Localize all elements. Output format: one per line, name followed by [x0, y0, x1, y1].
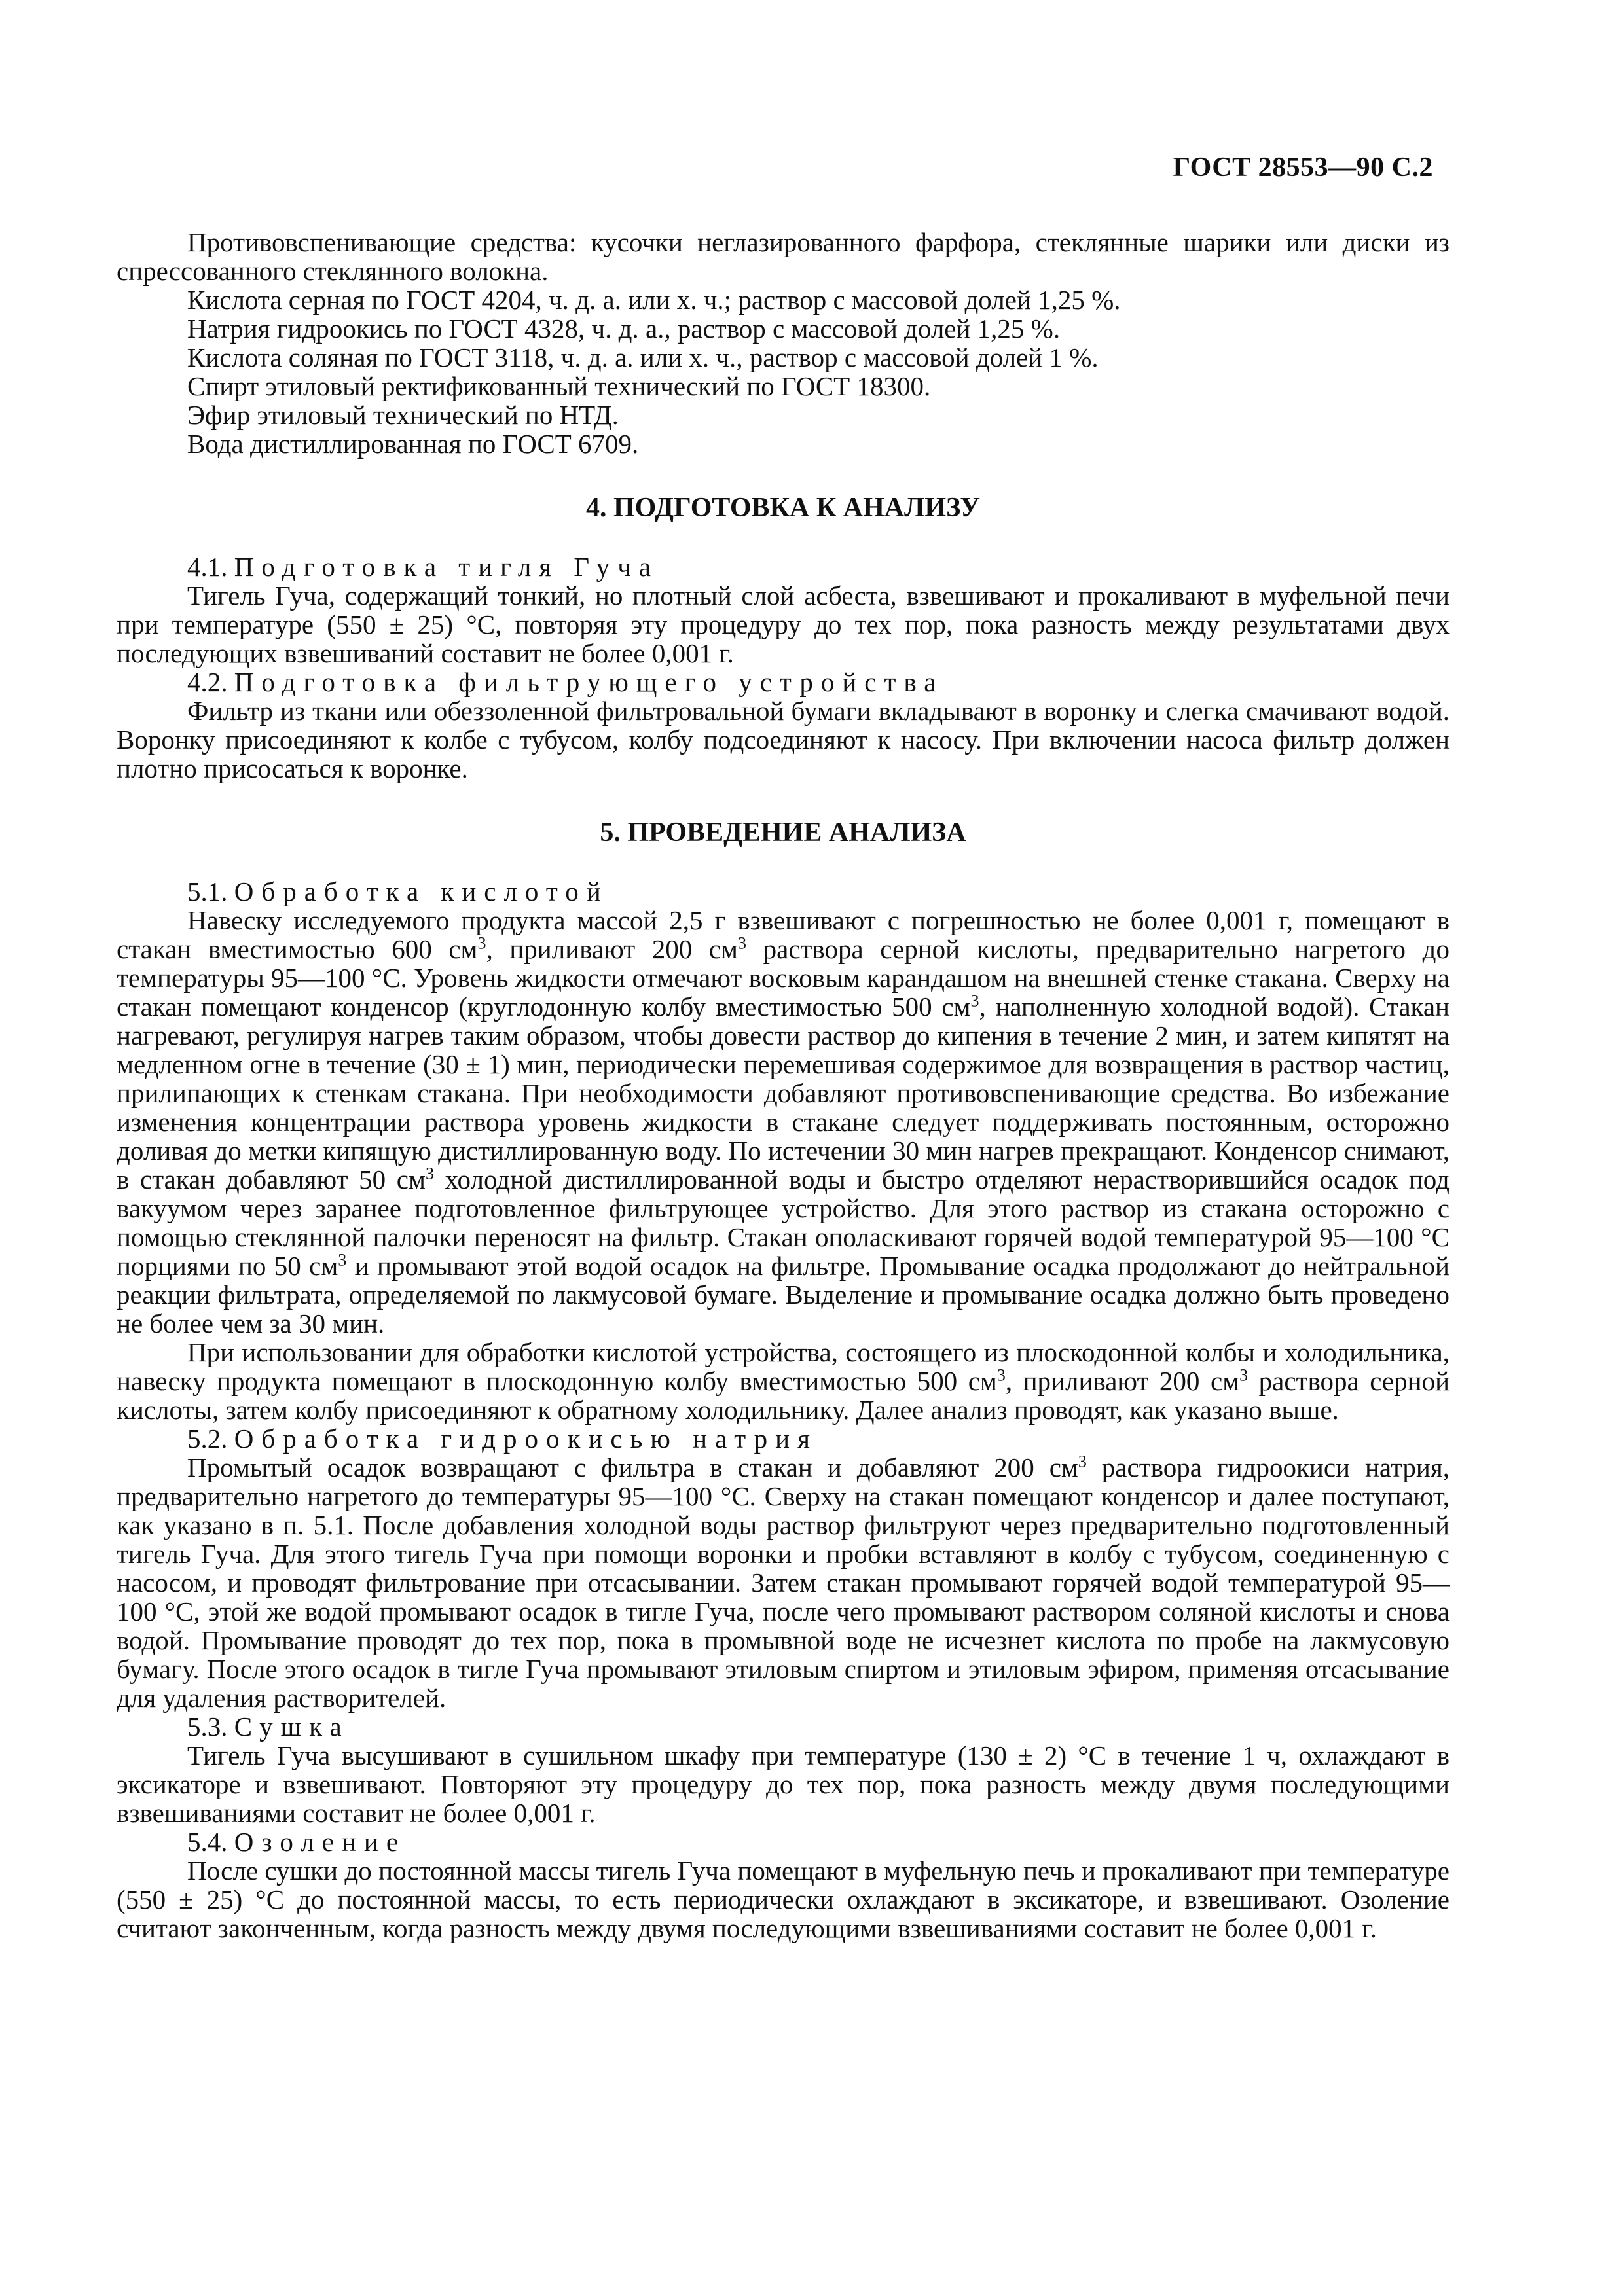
subsection-5-4-heading — [117, 1827, 1450, 1856]
superscript: 3 — [996, 1365, 1006, 1385]
subsection-title: Озоление — [234, 1827, 407, 1857]
superscript: 3 — [1239, 1365, 1249, 1385]
text-run: , приливают 200 см — [486, 934, 739, 964]
superscript: 3 — [425, 1164, 434, 1183]
subsection-number: 4.2. — [187, 667, 228, 697]
text-run: и промывают этой водой осадок на фильтре. Промывание осадка продолжают до нейтральной реакции фильтрата, определяемой по лакмусовой бумаге. Выделение и промывание осадка должно быть проведено не более чем за 30 мин. — [117, 1251, 1450, 1338]
section-5-title: 5. ПРОВЕДЕНИЕ АНАЛИЗА — [600, 817, 966, 848]
section-4-title: 4. ПОДГОТОВКА К АНАЛИЗУ — [585, 493, 981, 523]
superscript: 3 — [738, 933, 747, 953]
text-run: раствора серной кислоты, предварительно нагретого до температуры 95—100 °С. Уровень жидкости отмечают восковым карандашом на внешней стенке стакана. Сверху на стакан помещают конденсор (круглодонную колбу вместимостью 500 см — [117, 934, 1450, 1022]
text-run: При использовании для обработки кислотой устройства, состоящего из плоскодонной колбы и холодильника, навеску продукта помещают в плоскодонную колбу вместимостью 500 см — [117, 1337, 1450, 1396]
reagent-distilled-water: Вода дистиллированная по ГОСТ 6709. — [187, 429, 639, 459]
text-run: раствора гидроокиси натрия, предварительно нагретого до температуры 95—100 °С. Сверху на стакан помещают конденсор и далее поступают, как указано в п. 5.1. После добавления холодной воды раствор фильтруют через предварительно подготовленный тигель Гуча. Для этого тигель Гуча при помощи воронки и пробки вставляют в колбу с тубусом, соединенную с насосом, и проводят фильтрование при отсасывании. Затем стакан промывают горячей водой температурой 95—100 °С, этой же водой промывают осадок в тигле Гуча, после чего промывают раствором соляной кислоты и снова водой. Промывание проводят до тех пор, пока в промывной воде не исчезнет кислота по пробе на лакмусовую бумагу. После этого осадок в тигле Гуча промывают этиловым спиртом и этиловым эфиром, применяя отсасывание для удаления растворителей. — [117, 1452, 1450, 1713]
subsection-number: 5.1. — [187, 876, 228, 906]
reagent-ethyl-ether: Эфир этиловый технический по НТД. — [187, 400, 619, 430]
reagent-antifoam: Противовспенивающие средства: кусочки неглазированного фарфора, стеклянные шарики или диски из спрессованного стеклянного волокна. — [117, 227, 1450, 286]
subsection-number: 5.2. — [187, 1424, 228, 1454]
subsection-5-1-paragraph-1 — [117, 906, 1450, 1338]
text-run: раствора серной кислоты, затем колбу присоединяют к обратному холодильнику. Далее анализ проводят, как указано выше. — [117, 1366, 1450, 1425]
subsection-4-1-text: Тигель Гуча, содержащий тонкий, но плотный слой асбеста, взвешивают и прокаливают в муфельной печи при температуре (550 ± 25) °С, повторяя эту процедуру до тех пор, пока разность между результатами двух последующих взвешиваний составит не более 0,001 г. — [117, 581, 1450, 668]
reagent-sodium-hydroxide: Натрия гидроокись по ГОСТ 4328, ч. д. а., раствор с массовой долей 1,25 %. — [187, 314, 1061, 344]
document-body — [117, 228, 1450, 1943]
subsection-number: 4.1. — [187, 552, 228, 582]
superscript: 3 — [1078, 1452, 1087, 1471]
text-run: Промытый осадок возвращают с фильтра в стакан и добавляют 200 см — [187, 1452, 1078, 1482]
reagent-hydrochloric-acid: Кислота соляная по ГОСТ 3118, ч. д. а. или х. ч., раствор с массовой долей 1 %. — [187, 342, 1099, 372]
text-run: холодной дистиллированной воды и быстро отделяют нерастворившийся осадок под вакуумом через заранее подготовленное фильтрующее устройство. Для этого раствор из стакана осторожно с помощью стеклянной палочки переносят на фильтр. Стакан ополаскивают горячей водой температурой 95—100 °С порциями по 50 см — [117, 1164, 1450, 1281]
subsection-4-1-heading — [117, 552, 1450, 581]
page-header: ГОСТ 28553—90 С.2 — [1173, 152, 1433, 183]
subsection-5-3-text: Тигель Гуча высушивают в сушильном шкафу при температуре (130 ± 2) °С в течение 1 ч, охлаждают в эксикаторе и взвешивают. Повторяют эту процедуру до тех пор, пока разность между двумя последующими взвешиваниями составит не более 0,001 г. — [117, 1740, 1450, 1828]
subsection-4-2-text: Фильтр из ткани или обеззоленной фильтровальной бумаги вкладывают в воронку и слегка смачивают водой. Воронку присоединяют к колбе с тубусом, колбу подсоединяют к насосу. При включении насоса фильтр должен плотно присосаться к воронке. — [117, 696, 1450, 783]
subsection-title: Подготовка фильтрующего устройства — [234, 667, 944, 697]
subsection-title: Обработка кислотой — [234, 876, 609, 906]
superscript: 3 — [338, 1250, 347, 1270]
subsection-5-1-paragraph-2 — [117, 1338, 1450, 1424]
subsection-title: Обработка гидроокисью натрия — [234, 1424, 818, 1454]
subsection-number: 5.4. — [187, 1827, 228, 1857]
superscript: 3 — [970, 991, 979, 1011]
reagent-sulfuric-acid: Кислота серная по ГОСТ 4204, ч. д. а. или х. ч.; раствор с массовой долей 1,25 %. — [187, 285, 1121, 315]
subsection-title: Сушка — [234, 1712, 350, 1742]
subsection-5-3-heading — [117, 1712, 1450, 1741]
superscript: 3 — [477, 933, 486, 953]
subsection-5-4-text: После сушки до постоянной массы тигель Гуча помещают в муфельную печь и прокаливают при температуре (550 ± 25) °С до постоянной массы, то есть периодически охлаждают в эксикаторе, и взвешивают. Озоление считают законченным, когда разность между двумя последующими взвешиваниями составит не более 0,001 г. — [117, 1856, 1450, 1943]
subsection-5-2-heading — [117, 1424, 1450, 1453]
reagent-ethyl-alcohol: Спирт этиловый ректификованный технический по ГОСТ 18300. — [187, 371, 931, 401]
subsection-4-2-heading — [117, 668, 1450, 696]
text-run: , наполненную холодной водой). Стакан нагревают, регулируя нагрев таким образом, чтобы довести раствор до кипения в течение 2 мин, и затем кипятят на медленном огне в течение (30 ± 1) мин, периодически перемешивая содержимое для возвращения в раствор частиц, прилипающих к стенкам стакана. При необходимости добавляют противовспенивающие средства. Во избежание изменения концентрации раствора уровень жидкости в стакане следует поддерживать постоянным, осторожно доливая до метки кипящую дистиллированную воду. По истечении 30 мин нагрев прекращают. Конденсор снимают, в стакан добавляют 50 см — [117, 992, 1450, 1194]
text-run: , приливают 200 см — [1005, 1366, 1240, 1396]
subsection-5-2-text — [117, 1453, 1450, 1712]
text-run: Навеску исследуемого продукта массой 2,5 г взвешивают с погрешностью не более 0,001 г, помещают в стакан вместимостью 600 см — [117, 905, 1450, 964]
subsection-5-1-heading — [117, 877, 1450, 906]
subsection-number: 5.3. — [187, 1712, 228, 1742]
subsection-title: Подготовка тигля Гуча — [234, 552, 659, 582]
